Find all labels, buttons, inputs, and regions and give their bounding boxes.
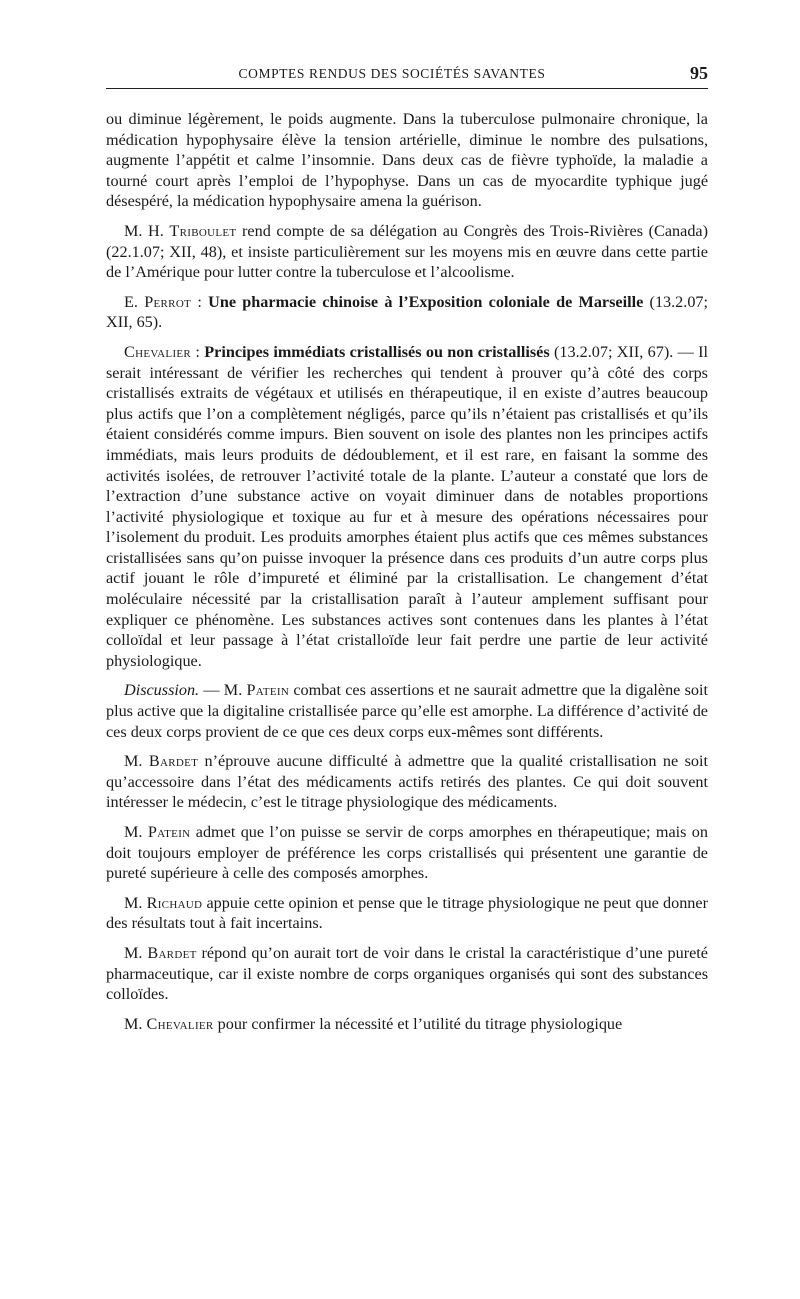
author-name: Patein xyxy=(246,681,290,700)
communication-title: Principes immédiats cristallisés ou non cristallisés xyxy=(204,342,550,361)
paragraph-text: répond qu’on aurait tort de voir dans le cristal la caractéristique d’une pureté pharmaceutique, car il existe nombre de corps organiques organisés qui sont des substances colloïdes. xyxy=(106,943,708,1004)
paragraph-text: n’éprouve aucune difficulté à admettre que la qualité cristallisation ne soit qu’accessoire dans l’état des médicaments actifs retirés des plantes. Ce qui doit souvent intéresser le médecin, c’est le titrage physiologique des médicaments. xyxy=(106,752,708,812)
speaker-prefix: M. xyxy=(124,823,148,841)
communication-title: Une pharmacie chinoise à l’Exposition coloniale de Marseille xyxy=(208,292,644,311)
speaker-prefix: M. H. xyxy=(124,221,170,240)
speaker-prefix: M. xyxy=(124,893,147,912)
document-body xyxy=(106,109,708,1034)
paragraph-text: rend compte de sa délégation au Congrès des Trois-Rivières (Canada) (22.1.07; XII, 48), et insiste particulièrement sur les moyens mis en œuvre dans cette partie de l’Amérique pour lutter contre la tuberculose et l’alcoolisme. xyxy=(106,221,708,282)
speaker-prefix: M. xyxy=(124,752,149,771)
paragraph-perrot xyxy=(106,292,708,333)
paragraph-text: (13.2.07; XII, 67). — Il serait intéressant de vérifier les recherches qui tendent à prouver qu’à côté des corps cristallisés extraits de végétaux et utilisés en thérapeutique, il en existe d’autres beaucoup plus actifs que l’on a complètement négligés, parce qu’ils n’étaient pas cristallisés et qu’ils étaient considérés comme impurs. Bien souvent on isole des plantes non les principes actifs immédiats, mais leurs produits de dédoublement, et il est rare, en faisant la somme des activités isolées, de retrouver l’activité totale de la plante. L’auteur a constaté que lors de l’extraction d’une substance active on voyait diminuer dans de notables proportions l’activité physiologique et toxique au fur et à mesure des opérations nécessaires pour l’isolement du produit. Les produits amorphes étaient plus actifs que ces mêmes substances cristallisées sans qu’on puisse invoquer la présence dans ces produits d’un autre corps plus actif jouant le rôle d’impureté et éliminé par la cristallisation. Le changement d’état moléculaire nécessité par la cristallisation paraît à l’auteur amplement suffisant pour expliquer ce phénomène. Les substances actives sont contenues dans les plantes à l’état colloïdal et leur passage à l’état cristalloïde leur fait perdre une partie de leur activité physiologique. xyxy=(106,342,708,670)
author-name: Triboulet xyxy=(169,221,237,240)
author-name: Chevalier xyxy=(146,1014,214,1033)
page-number: 95 xyxy=(690,63,708,83)
paragraph-patein xyxy=(106,822,708,884)
document-page xyxy=(106,58,708,1043)
paragraph-continuation: ou diminue légèrement, le poids augmente. Dans la tuberculose pulmonaire chronique, la médication hypophysaire élève la tension artérielle, diminue le nombre des pulsations, augmente l’appétit et calme l’insomnie. Dans deux cas de fièvre typhoïde, la maladie a tourné court après l’emploi de l’hypophyse. Dans un cas de myocardite typhique jugé désespéré, la médication hypophysaire amena la guérison. xyxy=(106,110,708,211)
speaker-prefix: — M. xyxy=(199,681,247,700)
separator: : xyxy=(191,342,205,361)
paragraph-chevalier-2 xyxy=(106,1014,708,1035)
paragraph-triboulet xyxy=(106,221,708,283)
author-name: Richaud xyxy=(146,893,203,912)
speaker-prefix: E. xyxy=(124,292,145,311)
paragraph-bardet-1 xyxy=(106,751,708,813)
author-name: Patein xyxy=(147,823,191,841)
paragraph-text: pour confirmer la nécessité et l’utilité du titrage physiologique xyxy=(213,1014,623,1033)
page-header xyxy=(106,58,708,89)
paragraph-discussion xyxy=(106,680,708,742)
running-title: COMPTES RENDUS DES SOCIÉTÉS SAVANTES xyxy=(238,66,546,81)
paragraph-chevalier-communication xyxy=(106,342,708,672)
paragraph-richaud xyxy=(106,893,708,934)
speaker-prefix: M. xyxy=(124,1014,147,1033)
paragraph-text: appuie cette opinion et pense que le titrage physiologique ne peut que donner des résultats tout à fait incertains. xyxy=(106,893,708,933)
separator: : xyxy=(191,292,209,311)
paragraph-text: combat ces assertions et ne saurait admettre que la digalène soit plus active que la digitaline cristallisée parce qu’elle est amorphe. La différence d’activité de ces deux corps provient de ce que ces deux corps eux-mêmes sont différents. xyxy=(106,681,708,741)
author-name: Bardet xyxy=(148,752,199,771)
author-name: Perrot xyxy=(144,292,192,311)
speaker-prefix: M. xyxy=(124,943,148,962)
discussion-label: Discussion. xyxy=(124,681,200,700)
paragraph-text: (13.2.07; XII, 65). xyxy=(106,292,709,332)
paragraph-text: admet que l’on puisse se servir de corps amorphes en thérapeutique; mais on doit toujours employer de préférence les corps cristallisés qui présentent une garantie de pureté supérieure à celle des composés amorphes. xyxy=(106,823,708,883)
author-name: Chevalier xyxy=(124,342,192,361)
author-name: Bardet xyxy=(147,943,197,962)
paragraph-bardet-2 xyxy=(106,943,708,1005)
